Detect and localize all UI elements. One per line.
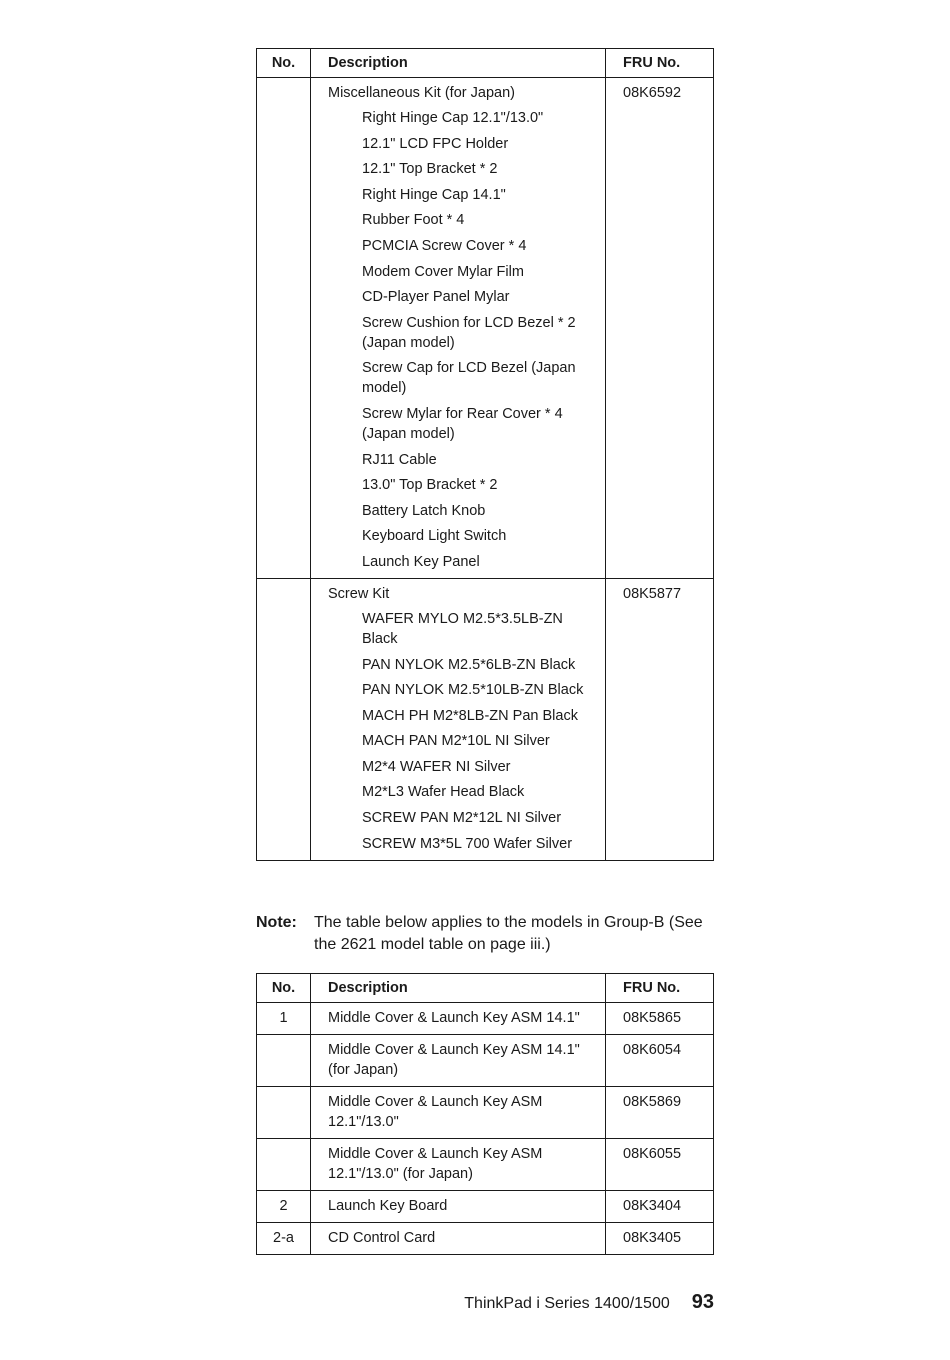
header-fru: FRU No.	[606, 974, 714, 1003]
row-fru: 08K6055	[606, 1139, 714, 1191]
kit-item: SCREW M3*5L 700 Wafer Silver	[362, 835, 573, 852]
kit-item: 13.0" Top Bracket * 2	[362, 477, 498, 494]
row-fru: 08K5869	[606, 1087, 714, 1139]
group-b-parts-table	[256, 973, 714, 1255]
kit-item: Keyboard Light Switch	[362, 528, 507, 545]
row-description: Middle Cover & Launch Key ASM 14.1"	[311, 1003, 606, 1035]
kit-item: Screw Cap for LCD Bezel (Japan model)	[362, 360, 576, 397]
row-no: 2-a	[257, 1223, 311, 1255]
row-description: Middle Cover & Launch Key ASM 14.1" (for Japan)	[311, 1035, 606, 1087]
kit-item: MACH PAN M2*10L NI Silver	[362, 733, 550, 750]
row-fru: 08K3405	[606, 1223, 714, 1255]
kit-item: SCREW PAN M2*12L NI Silver	[362, 810, 562, 827]
row-description: Middle Cover & Launch Key ASM 12.1"/13.0"	[311, 1087, 606, 1139]
row-description: CD Control Card	[311, 1223, 606, 1255]
header-no: No.	[257, 49, 311, 78]
page-number: 93	[691, 1291, 714, 1313]
kit-item: PAN NYLOK M2.5*10LB-ZN Black	[362, 682, 584, 699]
kit-item: Battery Latch Knob	[362, 502, 486, 519]
table-row-screw-kit	[257, 578, 714, 860]
kit-item: M2*L3 Wafer Head Black	[362, 784, 525, 801]
kit-item: Right Hinge Cap 14.1"	[362, 186, 506, 203]
header-description: Description	[311, 974, 606, 1003]
header-no: No.	[257, 974, 311, 1003]
kit-item: Screw Cushion for LCD Bezel * 2 (Japan model)	[362, 314, 576, 351]
row-no: 2	[257, 1191, 311, 1223]
row-no: 1	[257, 1003, 311, 1035]
table-row	[257, 1139, 714, 1191]
header-fru: FRU No.	[606, 49, 714, 78]
row-fru: 08K6054	[606, 1035, 714, 1087]
kit-title: Miscellaneous Kit (for Japan)	[328, 85, 515, 101]
row-no	[257, 1035, 311, 1087]
kit-item: Screw Mylar for Rear Cover * 4 (Japan model)	[362, 405, 563, 442]
table-row-misc-kit	[257, 78, 714, 579]
kit-item: RJ11 Cable	[362, 451, 437, 468]
table-row	[257, 1035, 714, 1087]
kit-item: PCMCIA Screw Cover * 4	[362, 237, 527, 254]
kit-item: 12.1" Top Bracket * 2	[362, 161, 498, 178]
kit-item: Rubber Foot * 4	[362, 212, 465, 229]
kit-parts-table	[256, 48, 714, 861]
kit-item-list	[328, 108, 605, 572]
header-description: Description	[311, 49, 606, 78]
row-no	[257, 1139, 311, 1191]
kit-item: 12.1" LCD FPC Holder	[362, 135, 509, 152]
row-description	[311, 78, 606, 579]
table-header-row	[257, 49, 714, 78]
note-label: Note:	[256, 914, 297, 931]
page-footer	[464, 1290, 714, 1316]
kit-item: MACH PH M2*8LB-ZN Pan Black	[362, 707, 578, 724]
table-row	[257, 1087, 714, 1139]
kit-item: Launch Key Panel	[362, 553, 480, 570]
row-fru: 08K5877	[606, 578, 714, 860]
kit-item: Modem Cover Mylar Film	[362, 263, 524, 280]
row-fru: 08K5865	[606, 1003, 714, 1035]
kit-item: WAFER MYLO M2.5*3.5LB-ZN Black	[362, 610, 563, 647]
row-fru: 08K3404	[606, 1191, 714, 1223]
row-description: Middle Cover & Launch Key ASM 12.1"/13.0" (for Japan)	[311, 1139, 606, 1191]
footer-title: ThinkPad i Series 1400/1500	[464, 1295, 670, 1312]
row-no	[257, 78, 311, 579]
row-description: Launch Key Board	[311, 1191, 606, 1223]
kit-item: CD-Player Panel Mylar	[362, 289, 510, 306]
row-description	[311, 578, 606, 860]
note	[256, 912, 726, 956]
kit-item: PAN NYLOK M2.5*6LB-ZN Black	[362, 656, 576, 673]
row-no	[257, 578, 311, 860]
kit-item: Right Hinge Cap 12.1"/13.0"	[362, 110, 544, 126]
table-row	[257, 1003, 714, 1035]
kit-item: M2*4 WAFER NI Silver	[362, 758, 511, 775]
table-header-row	[257, 974, 714, 1003]
row-fru: 08K6592	[606, 78, 714, 579]
table-row	[257, 1223, 714, 1255]
note-text: The table below applies to the models in Group-B (See the 2621 model table on page iii.)	[314, 914, 703, 953]
kit-item-list	[328, 609, 605, 854]
table-row	[257, 1191, 714, 1223]
row-no	[257, 1087, 311, 1139]
kit-title: Screw Kit	[328, 585, 390, 602]
